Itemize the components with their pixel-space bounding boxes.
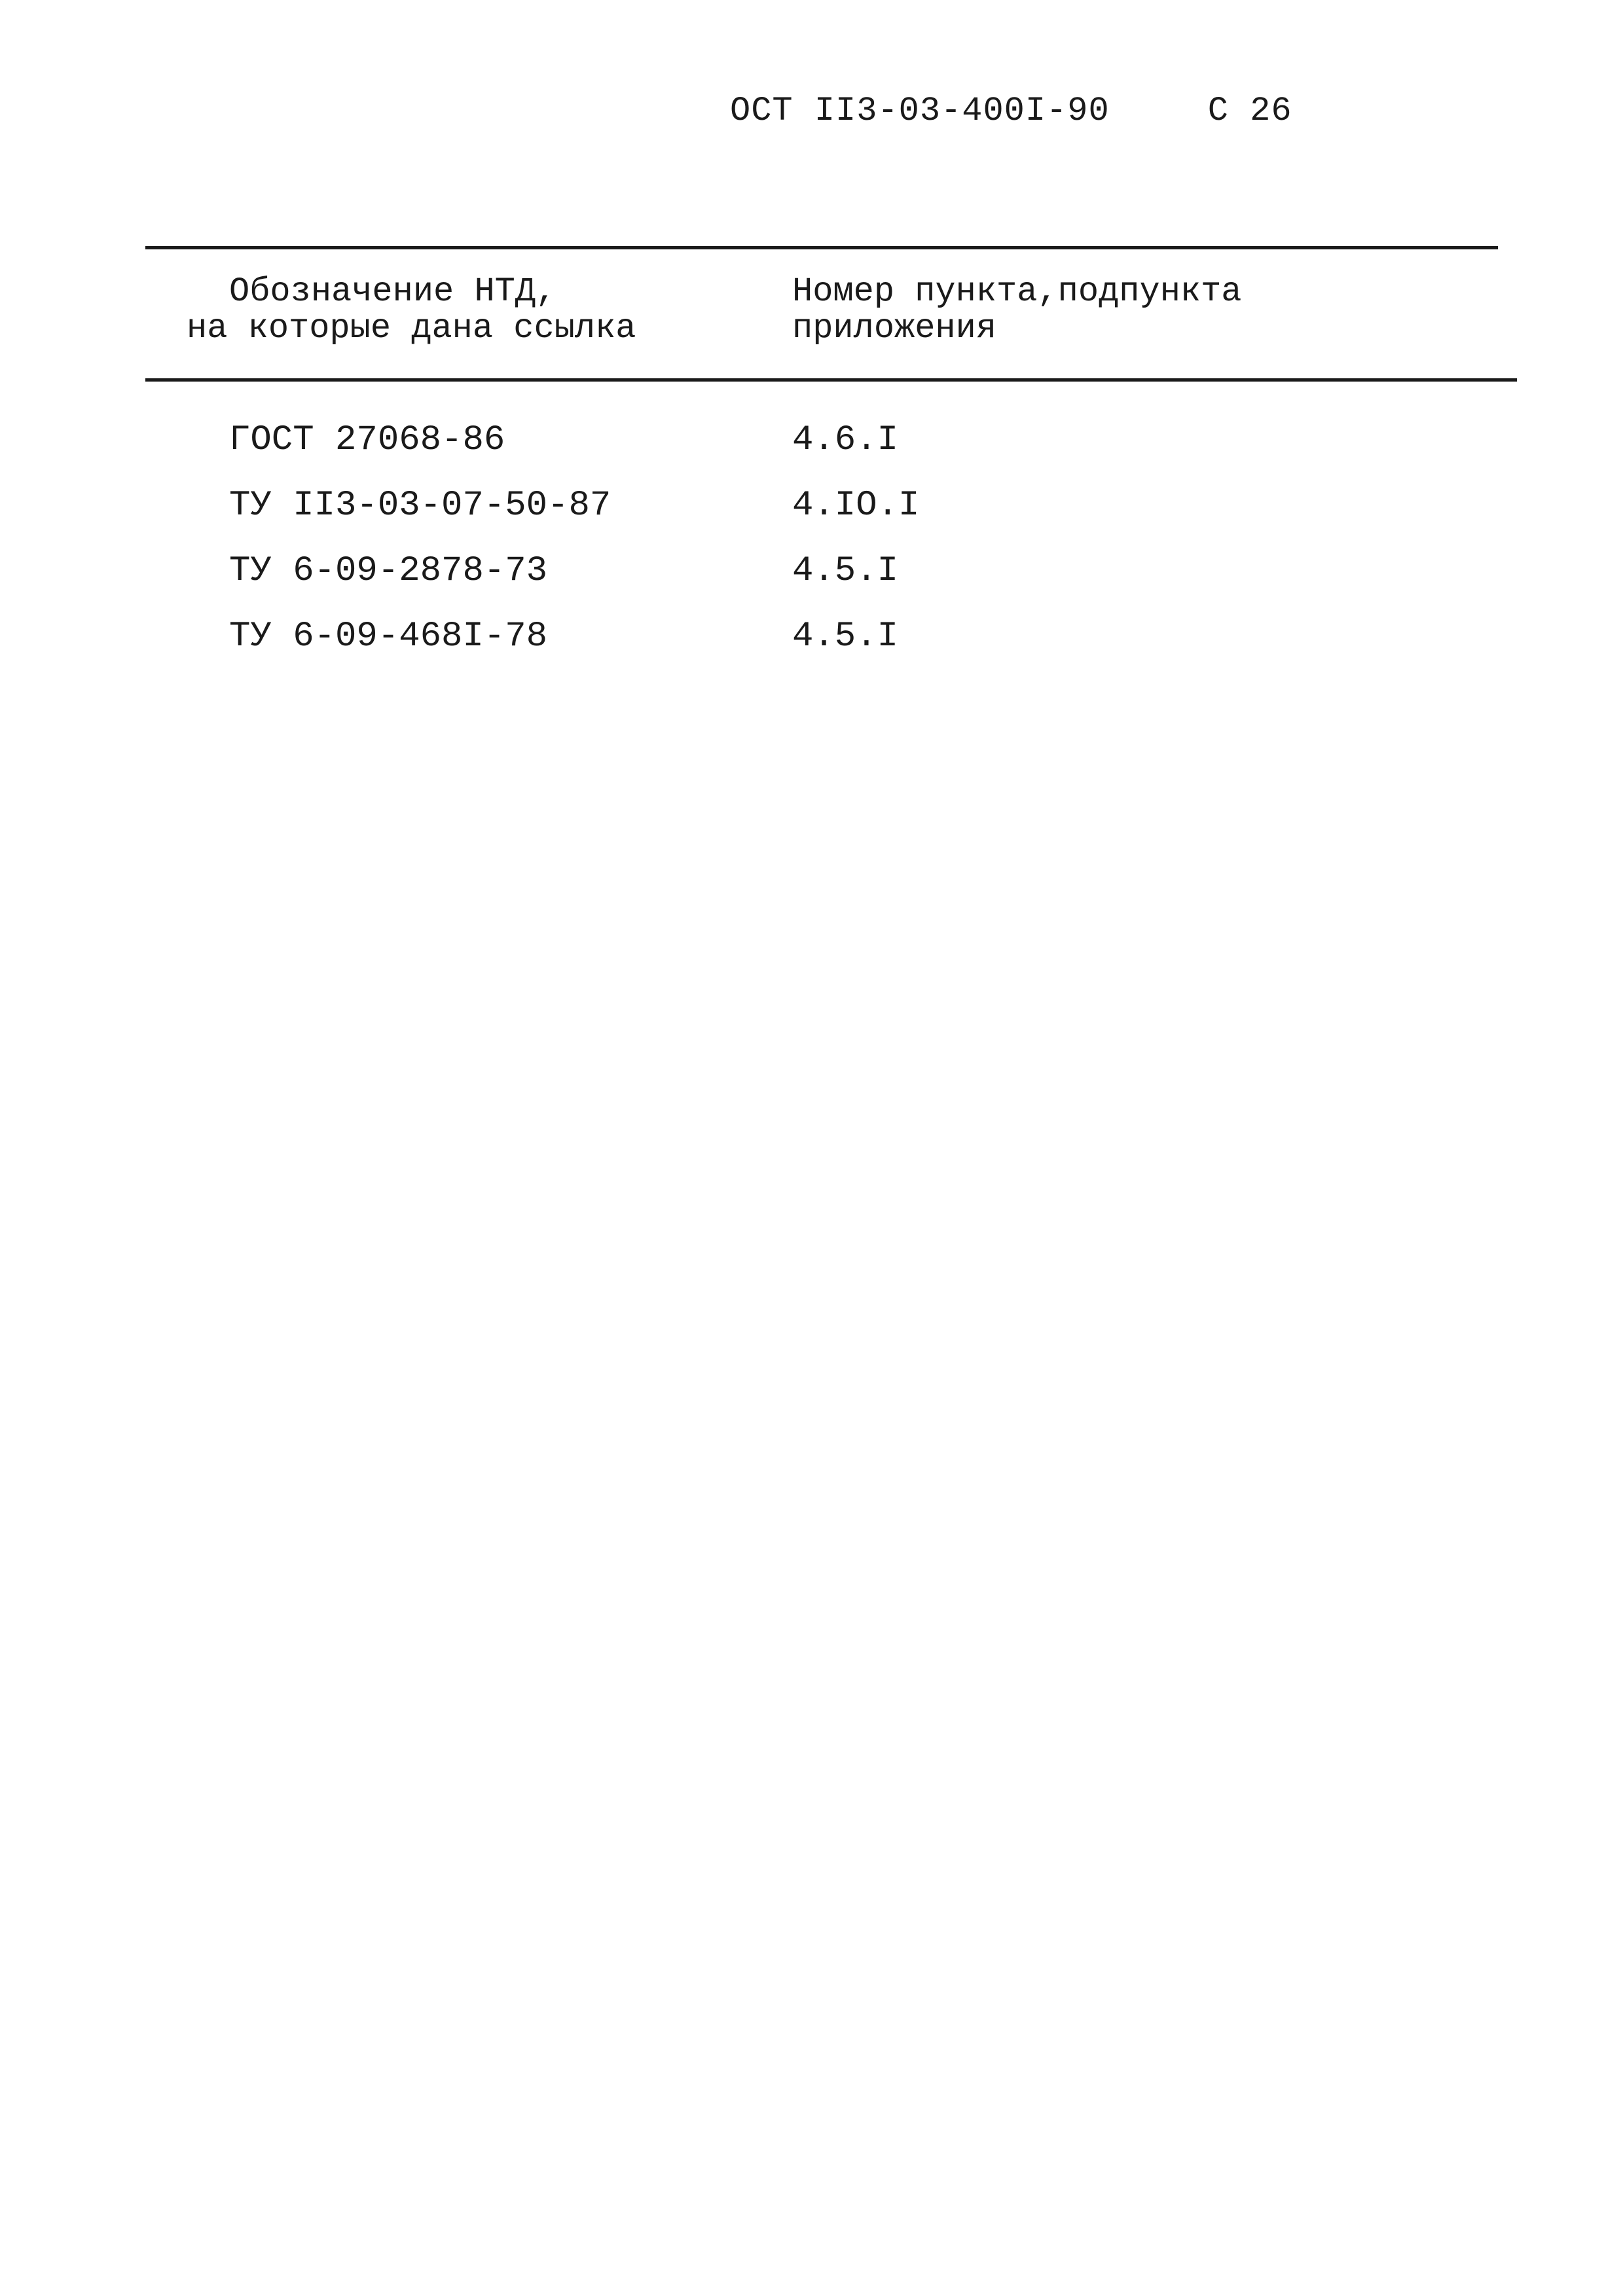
item-number: 4.5.I [792,617,899,656]
item-number: 4.IO.I [792,486,920,526]
column-header-item-line1: Номер пункта,подпункта [792,272,1242,311]
ntd-reference: ТУ 6-09-468I-78 [229,617,548,656]
column-header-item [792,274,1242,347]
ntd-reference: ГОСТ 27068-86 [229,420,505,460]
item-number: 4.6.I [792,420,899,460]
column-header-item-line2: приложения [792,309,997,348]
column-header-ntd-line1: Обозначение НТД, [229,272,556,311]
ntd-reference: ТУ 6-09-2878-73 [229,551,548,591]
item-number: 4.5.I [792,551,899,591]
ntd-reference: ТУ II3-03-07-50-87 [229,486,611,526]
table-top-rule [145,246,1498,249]
table-header-rule [145,378,1517,382]
page-header [730,92,1292,130]
column-header-ntd [187,272,636,348]
document-code: ОСТ II3-03-400I-90 [730,92,1110,130]
column-header-ntd-line2: на которые дана ссылка [187,309,636,348]
page-number: С 26 [1207,92,1292,130]
